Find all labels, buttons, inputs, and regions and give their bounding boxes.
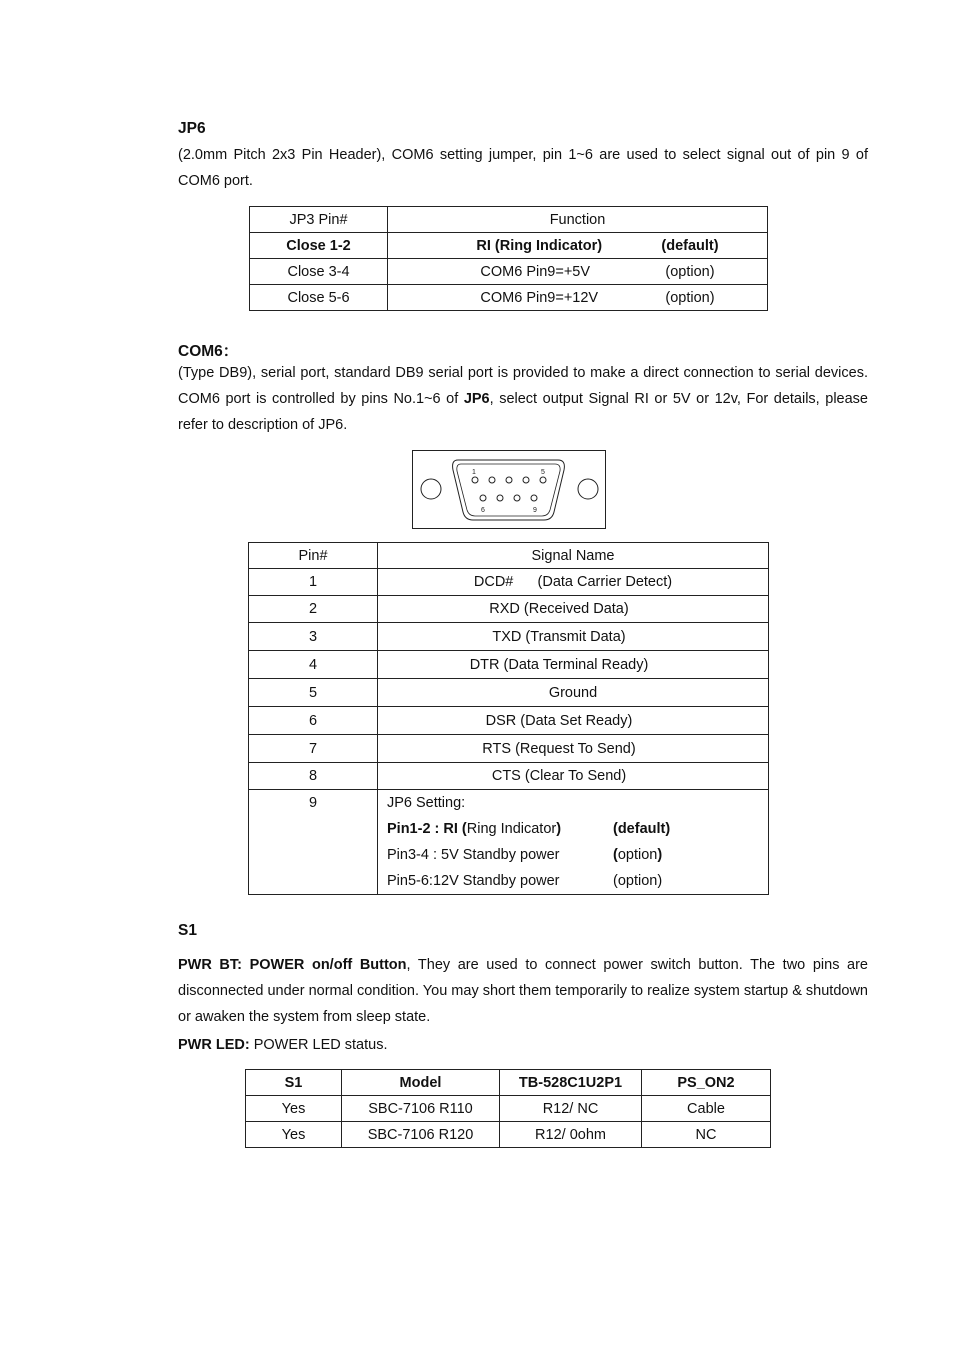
table-row: 3 TXD (Transmit Data) (249, 623, 769, 651)
jp6-heading: JP6 (178, 120, 206, 137)
jp6-function-cell: RI (Ring Indicator) (476, 237, 603, 254)
jp6-mode-cell: (option) (665, 289, 715, 306)
table-row: 7 RTS (Request To Send) (249, 735, 769, 763)
s1-header: TB-528C1U2P1 (500, 1070, 642, 1096)
jp6-table (249, 206, 768, 311)
s1-table (245, 1069, 771, 1148)
pin6-label: 6 (481, 507, 485, 514)
table-row (250, 259, 768, 285)
table-row: 6 DSR (Data Set Ready) (249, 707, 769, 735)
table-row (250, 285, 768, 311)
table-row: 1 DCD# (Data Carrier Detect) (249, 569, 769, 596)
s1-header: PS_ON2 (642, 1070, 771, 1096)
jp6-pin-cell: Close 3-4 (250, 259, 388, 285)
com6-heading: COM6： (178, 343, 239, 360)
jp6-header-function: Function (388, 207, 768, 233)
com6-pin-table (248, 542, 769, 895)
table-row: 8 CTS (Clear To Send) (249, 763, 769, 790)
com6-header-signal: Signal Name (378, 543, 769, 569)
table-row: Yes SBC-7106 R120 R12/ 0ohm NC (246, 1122, 771, 1148)
table-row: Yes SBC-7106 R110 R12/ NC Cable (246, 1096, 771, 1122)
s1-header: Model (342, 1070, 500, 1096)
jp6-setting-cell: JP6 Setting: Pin1-2 : RI (Ring Indicator) (default) Pin3-4 : 5V Standby power (option) Pin5-6:12V Standby power (option) (378, 790, 769, 895)
table-row: 4 DTR (Data Terminal Ready) (249, 651, 769, 679)
com6-header-pin: Pin# (249, 543, 378, 569)
db9-connector-diagram (412, 450, 606, 529)
table-row: 5 Ground (249, 679, 769, 707)
com6-description: (Type DB9), serial port, standard DB9 serial port is provided to make a direct connection to serial devices. COM6 port is controlled by pins No.1~6 of JP6, select output Signal RI or 5V or 12v, For details, please refer to description of JP6. (178, 365, 868, 433)
jp6-header-pin: JP3 Pin# (250, 207, 388, 233)
jp6-mode-cell: (default) (661, 237, 719, 254)
table-row (250, 233, 768, 259)
jp6-description: (2.0mm Pitch 2x3 Pin Header), COM6 setting jumper, pin 1~6 are used to select signal out of pin 9 of COM6 port. (178, 147, 868, 189)
pin1-label: 1 (472, 469, 476, 476)
s1-pwr-led-description: PWR LED: POWER LED status. (178, 1037, 388, 1053)
table-row: 2 RXD (Received Data) (249, 596, 769, 623)
jp6-mode-cell: (option) (665, 263, 715, 280)
pin9-label: 9 (533, 507, 537, 514)
jp6-function-cell: COM6 Pin9=+12V (480, 289, 599, 306)
pin5-label: 5 (541, 469, 545, 476)
jp6-pin-cell: Close 5-6 (250, 285, 388, 311)
table-row: 9 JP6 Setting: Pin1-2 : RI (Ring Indicator) (default) Pin3-4 : 5V Standby power (option) Pin5-6:12V Standby power (option) (249, 790, 769, 895)
s1-heading: S1 (178, 922, 197, 939)
s1-pwr-bt-description: PWR BT: POWER on/off Button, They are used to connect power switch button. The two pins are disconnected under normal condition. You may short them temporarily to realize system startup & shutdown or awaken the system from sleep state. (178, 957, 868, 1025)
jp6-function-cell: COM6 Pin9=+5V (480, 263, 591, 280)
jp6-pin-cell: Close 1-2 (250, 233, 388, 259)
s1-header: S1 (246, 1070, 342, 1096)
